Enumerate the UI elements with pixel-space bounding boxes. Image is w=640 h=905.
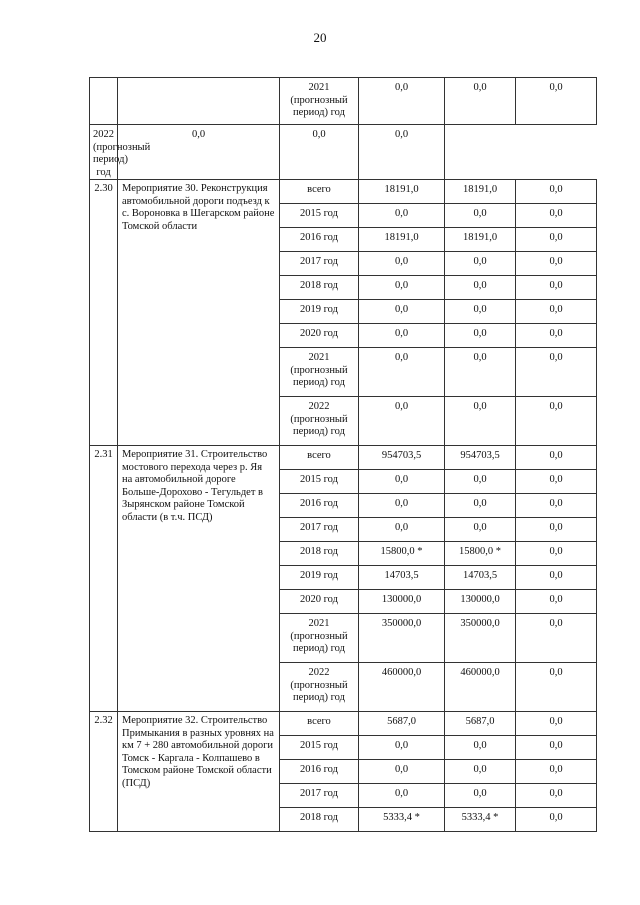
item-number-cell: 2.31 <box>90 446 118 712</box>
regional-budget-cell: 0,0 <box>445 78 516 125</box>
regional-budget-cell: 0,0 <box>445 518 516 542</box>
period-cell: 2019 год <box>280 300 359 324</box>
table-row <box>90 712 597 736</box>
period-cell: 2018 год <box>280 276 359 300</box>
total-cell: 0,0 <box>359 494 445 518</box>
regional-budget-cell: 0,0 <box>445 760 516 784</box>
regional-budget-cell: 0,0 <box>445 324 516 348</box>
regional-budget-cell: 14703,5 <box>445 566 516 590</box>
period-cell: 2017 год <box>280 252 359 276</box>
total-cell: 5333,4 * <box>359 808 445 832</box>
other-sources-cell: 0,0 <box>516 760 597 784</box>
period-cell: 2022 (прогнозный период) год <box>90 125 118 180</box>
period-cell: 2021 (прогнозный период) год <box>280 614 359 663</box>
regional-budget-cell: 0,0 <box>445 494 516 518</box>
other-sources-cell: 0,0 <box>516 324 597 348</box>
period-cell: 2018 год <box>280 542 359 566</box>
period-cell: 2017 год <box>280 518 359 542</box>
other-sources-cell: 0,0 <box>516 614 597 663</box>
total-cell: 0,0 <box>359 784 445 808</box>
total-cell: 0,0 <box>359 204 445 228</box>
total-cell: 5687,0 <box>359 712 445 736</box>
total-cell: 0,0 <box>359 760 445 784</box>
other-sources-cell: 0,0 <box>516 348 597 397</box>
period-cell: 2018 год <box>280 808 359 832</box>
regional-budget-cell: 18191,0 <box>445 180 516 204</box>
regional-budget-cell: 0,0 <box>280 125 359 180</box>
total-cell: 0,0 <box>359 348 445 397</box>
other-sources-cell: 0,0 <box>516 808 597 832</box>
total-cell: 18191,0 <box>359 180 445 204</box>
other-sources-cell: 0,0 <box>516 276 597 300</box>
total-cell: 0,0 <box>118 125 280 180</box>
other-sources-cell: 0,0 <box>516 397 597 446</box>
other-sources-cell: 0,0 <box>516 180 597 204</box>
period-cell: 2019 год <box>280 566 359 590</box>
regional-budget-cell: 5333,4 * <box>445 808 516 832</box>
period-cell: 2020 год <box>280 590 359 614</box>
regional-budget-cell: 954703,5 <box>445 446 516 470</box>
total-cell: 954703,5 <box>359 446 445 470</box>
total-cell: 15800,0 * <box>359 542 445 566</box>
period-cell: всего <box>280 712 359 736</box>
other-sources-cell: 0,0 <box>516 784 597 808</box>
total-cell: 0,0 <box>359 252 445 276</box>
period-cell: 2022 (прогнозный период) год <box>280 397 359 446</box>
total-cell: 0,0 <box>359 324 445 348</box>
total-cell: 0,0 <box>359 518 445 542</box>
regional-budget-cell: 0,0 <box>445 736 516 760</box>
regional-budget-cell: 0,0 <box>445 204 516 228</box>
table-row <box>90 180 597 204</box>
period-cell: всего <box>280 446 359 470</box>
period-cell: 2016 год <box>280 760 359 784</box>
total-cell: 0,0 <box>359 300 445 324</box>
item-number-cell: 2.30 <box>90 180 118 446</box>
other-sources-cell: 0,0 <box>516 590 597 614</box>
period-cell: 2022 (прогнозный период) год <box>280 663 359 712</box>
item-name-cell <box>118 78 280 125</box>
item-number-cell: 2.32 <box>90 712 118 832</box>
period-cell: 2020 год <box>280 324 359 348</box>
total-cell: 0,0 <box>359 397 445 446</box>
period-cell: 2021 (прогнозный период) год <box>280 78 359 125</box>
funding-table <box>89 77 597 832</box>
regional-budget-cell: 0,0 <box>445 348 516 397</box>
period-cell: 2017 год <box>280 784 359 808</box>
regional-budget-cell: 0,0 <box>445 784 516 808</box>
period-cell: 2015 год <box>280 204 359 228</box>
regional-budget-cell: 0,0 <box>445 470 516 494</box>
table-row <box>90 446 597 470</box>
period-cell: 2021 (прогнозный период) год <box>280 348 359 397</box>
table-row <box>90 78 597 125</box>
regional-budget-cell: 15800,0 * <box>445 542 516 566</box>
other-sources-cell: 0,0 <box>516 228 597 252</box>
regional-budget-cell: 0,0 <box>445 397 516 446</box>
regional-budget-cell: 5687,0 <box>445 712 516 736</box>
other-sources-cell: 0,0 <box>516 446 597 470</box>
total-cell: 0,0 <box>359 736 445 760</box>
regional-budget-cell: 0,0 <box>445 252 516 276</box>
other-sources-cell: 0,0 <box>516 542 597 566</box>
other-sources-cell: 0,0 <box>516 566 597 590</box>
other-sources-cell: 0,0 <box>516 736 597 760</box>
item-name-cell: Мероприятие 32. Строительство Примыкания в разных уровнях на км 7 + 280 автомобильной дороги Томск - Каргала - Колпашево в Томском районе Томской области (ПСД) <box>118 712 280 832</box>
total-cell: 18191,0 <box>359 228 445 252</box>
other-sources-cell: 0,0 <box>516 300 597 324</box>
total-cell: 350000,0 <box>359 614 445 663</box>
page-number: 20 <box>313 30 327 45</box>
regional-budget-cell: 130000,0 <box>445 590 516 614</box>
regional-budget-cell: 460000,0 <box>445 663 516 712</box>
total-cell: 130000,0 <box>359 590 445 614</box>
other-sources-cell: 0,0 <box>516 494 597 518</box>
other-sources-cell: 0,0 <box>516 663 597 712</box>
regional-budget-cell: 18191,0 <box>445 228 516 252</box>
total-cell: 14703,5 <box>359 566 445 590</box>
period-cell: 2016 год <box>280 228 359 252</box>
other-sources-cell: 0,0 <box>359 125 445 180</box>
total-cell: 0,0 <box>359 470 445 494</box>
other-sources-cell: 0,0 <box>516 518 597 542</box>
total-cell: 0,0 <box>359 276 445 300</box>
other-sources-cell: 0,0 <box>516 252 597 276</box>
regional-budget-cell: 0,0 <box>445 300 516 324</box>
other-sources-cell: 0,0 <box>516 712 597 736</box>
table-row <box>90 125 597 180</box>
regional-budget-cell: 0,0 <box>445 276 516 300</box>
period-cell: всего <box>280 180 359 204</box>
total-cell: 460000,0 <box>359 663 445 712</box>
item-name-cell: Мероприятие 31. Строительство мостового перехода через р. Яя на автомобильной дороге Больше-Дорохово - Тегульдет в Зырянском районе Томской области (в т.ч. ПСД) <box>118 446 280 712</box>
other-sources-cell: 0,0 <box>516 204 597 228</box>
regional-budget-cell: 350000,0 <box>445 614 516 663</box>
other-sources-cell: 0,0 <box>516 78 597 125</box>
item-number-cell <box>90 78 118 125</box>
period-cell: 2015 год <box>280 470 359 494</box>
total-cell: 0,0 <box>359 78 445 125</box>
period-cell: 2016 год <box>280 494 359 518</box>
period-cell: 2015 год <box>280 736 359 760</box>
item-name-cell: Мероприятие 30. Реконструкция автомобильной дороги подъезд к с. Вороновка в Шегарском районе Томской области <box>118 180 280 446</box>
other-sources-cell: 0,0 <box>516 470 597 494</box>
